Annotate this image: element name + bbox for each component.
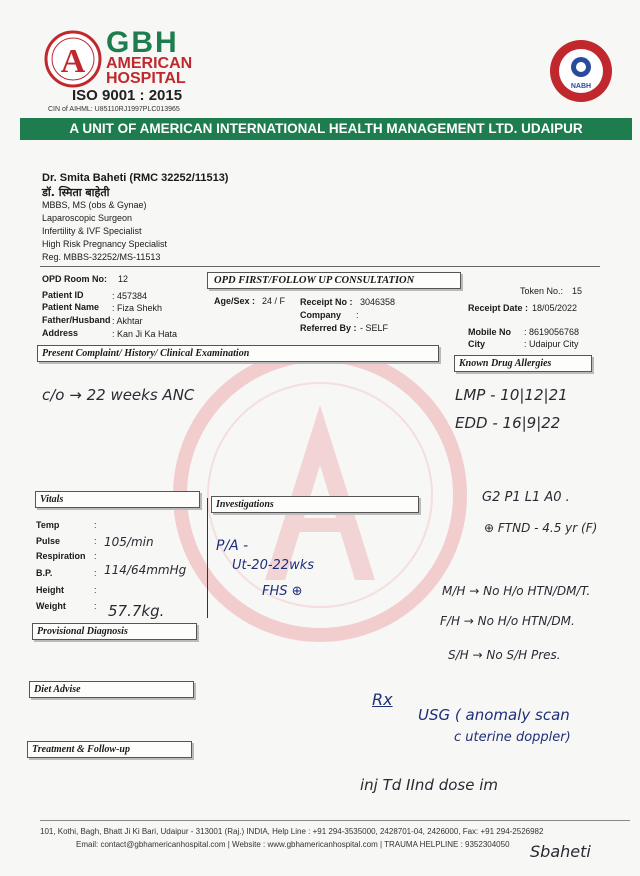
hw-family-history: F/H → No H/o HTN/DM.: [440, 614, 575, 628]
referred-label: Referred By :: [300, 323, 357, 333]
footer-address: 101, Kothi, Bagh, Bhatt Ji Ki Bari, Udaipur - 313001 (Raj.) INDIA, Help Line : +91 294-3535000, 2428701-04, 2426000, Fax: +91 294-2526982: [40, 827, 544, 836]
vital-resp-colon: :: [94, 551, 97, 561]
patient-name-label: Patient Name: [42, 302, 100, 312]
vital-resp-label: Respiration: [36, 551, 86, 561]
mobile-label: Mobile No: [468, 327, 511, 337]
doctor-specialty-1: Laparoscopic Surgeon: [42, 213, 133, 223]
hw-investigation-ut: Ut-20-22wks: [232, 558, 315, 573]
vital-weight-colon: :: [94, 601, 97, 611]
hw-social-history: S/H → No S/H Pres.: [448, 648, 561, 662]
company-value: :: [356, 310, 359, 320]
vital-weight-label: Weight: [36, 601, 66, 611]
hw-ftnd: ⊕ FTND - 4.5 yr (F): [484, 521, 598, 535]
consultation-title: OPD FIRST/FOLLOW UP CONSULTATION: [207, 272, 461, 289]
father-value: : Akhtar: [112, 316, 143, 326]
nabh-seal-icon: [548, 38, 614, 104]
address-value: : Kan Ji Ka Hata: [112, 329, 178, 339]
patient-id-label: Patient ID: [42, 290, 84, 300]
hw-weight: 57.7kg.: [108, 602, 165, 620]
hw-injection: inj Td IInd dose im: [360, 776, 498, 794]
doctor-specialty-2: Infertility & IVF Specialist: [42, 226, 142, 236]
hw-gravida: G2 P1 L1 A0 .: [482, 490, 570, 505]
hw-pulse: 105/min: [104, 535, 154, 549]
watermark-logo: [170, 345, 470, 645]
doctor-degree: MBBS, MS (obs & Gynae): [42, 200, 147, 210]
vital-bp-label: B.P.: [36, 568, 53, 578]
vital-height-label: Height: [36, 585, 64, 595]
vitals-divider: [207, 498, 208, 618]
complaint-section-title: Present Complaint/ History/ Clinical Examination: [37, 345, 439, 362]
patient-id-value: : 457384: [112, 291, 148, 301]
footer-divider: [40, 820, 630, 821]
hw-edd: EDD - 16|9|22: [455, 414, 561, 432]
father-label: Father/Husband: [42, 315, 111, 325]
opd-room-value: 12: [118, 274, 129, 284]
receipt-value: 3046358: [360, 297, 396, 307]
hw-complaint: c/o → 22 weeks ANC: [42, 386, 195, 404]
age-label: Age/Sex :: [214, 296, 256, 306]
nabh-text: NABH: [570, 83, 592, 90]
doctor-name-hindi: डॉ. स्मिता बाहेती: [42, 186, 110, 199]
doctor-name: Dr. Smita Baheti (RMC 32252/11513): [42, 172, 229, 184]
investigations-section-title: Investigations: [211, 496, 419, 513]
hw-investigation-fhs: FHS ⊕: [262, 584, 303, 599]
opd-room-label: OPD Room No:: [42, 274, 107, 284]
vital-pulse-colon: :: [94, 536, 97, 546]
provisional-section-title: Provisional Diagnosis: [32, 623, 197, 640]
diet-section-title: Diet Advise: [29, 681, 194, 698]
hw-investigation-pa: P/A -: [216, 538, 249, 554]
patient-name-value: : Fiza Shekh: [112, 303, 163, 313]
vital-pulse-label: Pulse: [36, 536, 61, 546]
mobile-value: : 8619056768: [524, 327, 580, 337]
vital-height-colon: :: [94, 585, 97, 595]
allergies-section-title: Known Drug Allergies: [454, 355, 592, 372]
logo-letter: A: [60, 43, 86, 80]
hw-rx: Rx: [372, 690, 393, 709]
hw-lmp: LMP - 10|12|21: [455, 386, 568, 404]
vital-temp-label: Temp: [36, 520, 60, 530]
hw-medical-history: M/H → No H/o HTN/DM/T.: [442, 584, 591, 598]
brand-american: AMERICAN: [106, 55, 193, 72]
footer-contact: Email: contact@gbhamericanhospital.com | Website : www.gbhamericanhospital.com | TRAUMA HELPLINE : 9352304050: [76, 840, 510, 849]
city-value: : Udaipur City: [524, 339, 579, 349]
doctor-specialty-3: High Risk Pregnancy Specialist: [42, 239, 168, 249]
hw-bp: 114/64mmHg: [104, 563, 187, 577]
banner-text: A UNIT OF AMERICAN INTERNATIONAL HEALTH MANAGEMENT LTD. UDAIPUR: [69, 121, 583, 136]
company-label: Company: [300, 310, 342, 320]
receipt-date-value: 18/05/2022: [532, 303, 578, 313]
doctor-registration: Reg. MBBS-32252/MS-11513: [42, 252, 161, 262]
city-label: City: [468, 339, 486, 349]
divider-top: [40, 266, 600, 267]
hw-usg-line2: c uterine doppler): [454, 730, 571, 745]
iso-label: ISO 9001 : 2015: [72, 87, 183, 104]
brand-hospital: HOSPITAL: [106, 70, 186, 87]
brand-gbh: GBH: [106, 26, 179, 59]
vital-bp-colon: :: [94, 568, 97, 578]
address-label: Address: [42, 328, 79, 338]
treatment-section-title: Treatment & Follow-up: [27, 741, 192, 758]
hw-usg-line1: USG ( anomaly scan: [418, 706, 570, 724]
receipt-date-label: Receipt Date :: [468, 303, 529, 313]
vital-temp-colon: :: [94, 520, 97, 530]
token-label: Token No.:: [520, 286, 564, 296]
receipt-label: Receipt No :: [300, 297, 353, 307]
hospital-logo-icon: [44, 30, 102, 88]
doctor-signature: Sbaheti: [530, 842, 591, 861]
cin-label: CIN of AIHML: U85110RJ1997PLC013965: [48, 106, 180, 113]
token-value: 15: [572, 286, 583, 296]
age-value: 24 / F: [262, 296, 286, 306]
referred-value: - SELF: [360, 323, 389, 333]
vitals-section-title: Vitals: [35, 491, 200, 508]
